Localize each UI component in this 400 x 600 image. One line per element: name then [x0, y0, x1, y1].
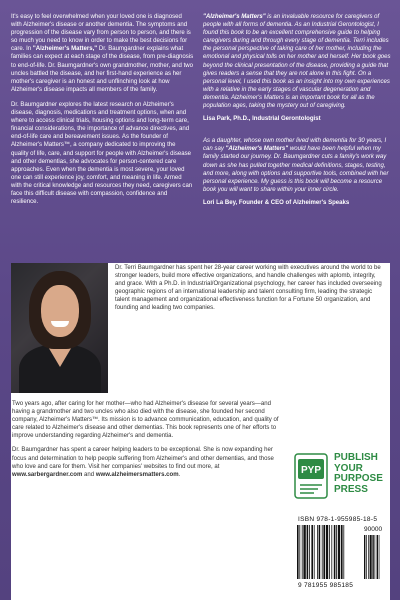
- website-link-1[interactable]: www.sarbergardner.com: [12, 471, 83, 478]
- author-bio-paragraph-1: Dr. Terri Baumgardner has spent her 28-year career working with executives around the world to be stronger leaders, build more effective organizations, and handle challenges with aplomb, integrity, and grace. With a Ph.D. in Industrial/Organizational psychology, her career has included overseeing geographic regions of an international leadership and talent consulting firm, leading the strategic talent management and organizational effectiveness function for a Fortune 50 organization, and founding and leading two companies.: [115, 265, 382, 312]
- pyp-logo-letters: PYP: [300, 465, 322, 476]
- endorsements: [203, 13, 391, 221]
- author-panel: [11, 263, 390, 600]
- endorsement-quote-2: As a daughter, whose own mother lived with dementia for 30 years, I can say "Alzheimer's Matters" would have been helpful when my family started our journey. Dr. Baumgardner cuts a family's work way down as she has pulled together medical definitions, stages, testing, and more, along with options and supportive tools, combined with her personal experience. My guess is this book will become a resource book you will want to share within your inner circle.: [203, 138, 389, 193]
- price-code: 90000: [364, 526, 383, 533]
- publisher-logo: [294, 451, 394, 509]
- author-bio-paragraph-2: Two years ago, after caring for her mother—who had Alzheimer's disease for several years—and having a grandmother and two uncles who also died with the disease, she founded her second company, Alzheimer's Matters™. Its mission is to advance communication, education, and quality of care related to Alzheimer's disease and other dementias. This book represents one of her efforts to improve understanding regarding Alzheimer's and dementia.: [12, 401, 279, 440]
- barcode-icon: [296, 525, 386, 581]
- book-description: [11, 13, 194, 213]
- endorsement-quote-1: "Alzheimer's Matters" is an invaluable resource for caregivers of people with all forms of dementia. As an Industrial Gerontologist, I found this book to be an excellent comprehensive guide to helping caregivers during and through every stage of dementia. Terri includes the personal perspective of taking care of her mother, including the emotional and physical tolls on her mother and herself. Her book goes beyond the clinical presentation of the disease, providing a guide that gives readers a sense that they are not alone in this fight. On a personal level, I used this book as an insight into my own experiences with a relative in the early stages of vascular degeneration and dementia. Alzheimer's Matters is an important book for all as the population ages, taking the mystery out of caregiving.: [203, 14, 391, 110]
- pyp-logo-icon: [294, 453, 328, 499]
- author-bio-continued: [12, 400, 280, 485]
- author-bio-paragraph-3: Dr. Baumgardner has spent a career helping leaders to be exceptional. She is now expanding her focus and determination to help people suffering from Alzheimer's and other dementias, and those who love and care for them. Visit her companies' websites to find out more, at www.sarbergardner.com and www.alzheimersmatters.com.: [12, 447, 274, 478]
- website-link-2[interactable]: www.alzheimersmatters.com: [95, 471, 179, 478]
- ean-number: 9 781955 985185: [298, 582, 354, 589]
- description-paragraph-1: It's easy to feel overwhelmed when your loved one is diagnosed with Alzheimer's disease or another dementia. The symptoms and progression of the disease vary from person to person, and there is so much you need to know in order to make the best decisions for care. In "Alzheimer's Matters," Dr. Baumgardner explains what families can expect at each stage of the disease, from pre-diagnosis to end-of-life. Dr. Baumgardner's own grandmother, mother, and two uncles battled the disease, and her first-hand experience as her mother's caregiver is an honest and unflinching look at how Alzheimer's disease impacts all members of the family.: [11, 14, 194, 93]
- purple-panel: [0, 0, 400, 262]
- endorsement-attribution-1: Lisa Park, Ph.D., Industrial Gerontologist: [203, 116, 321, 123]
- endorsement-attribution-2: Lori La Bey, Founder & CEO of Alzheimer's Speaks: [203, 199, 350, 206]
- author-photo: [11, 263, 108, 393]
- isbn-barcode: [294, 516, 389, 594]
- description-paragraph-2: Dr. Baumgardner explores the latest research on Alzheimer's disease, diagnosis, medications and treatment options, when and where to access clinical trials, housing options and long-term care, financial considerations, the importance of advance directives, and end-of-life care and bereavement issues. As the founder of Alzheimer's Matters™, a company dedicated to improving the quality of life, care, and support for people with Alzheimer's disease and other dementias, she advocates for person-centered care approaches. Even when the dementia is most severe, your loved one can still experience joy, comfort, and meaning in life. Armed with the critical knowledge and resources they need, caregivers can face this difficult disease with compassion, confidence and resilience.: [11, 101, 193, 206]
- publisher-name: PUBLISH YOUR PURPOSE PRESS: [334, 452, 383, 495]
- isbn-label: ISBN 978-1-955985-18-5: [298, 516, 378, 523]
